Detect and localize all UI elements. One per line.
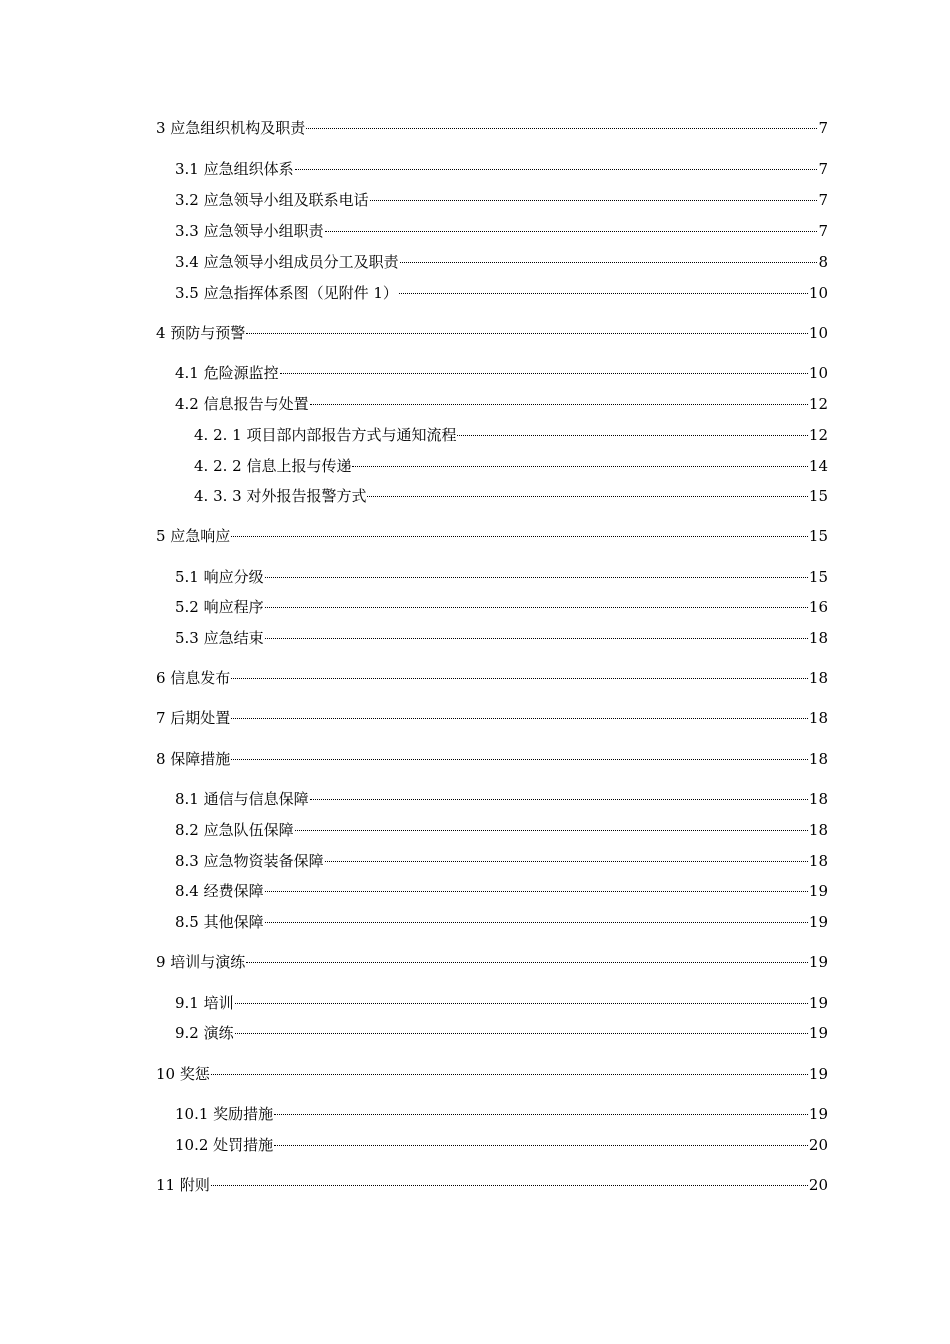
toc-entry[interactable]: [175, 1103, 828, 1125]
toc-entry-title: 8.2 应急队伍保障: [175, 821, 294, 839]
toc-entry[interactable]: [194, 455, 828, 477]
toc-dot-leader: [246, 333, 808, 334]
toc-entry[interactable]: [175, 627, 828, 649]
toc-dot-leader: [325, 231, 818, 232]
toc-entry[interactable]: [175, 880, 828, 902]
toc-entry-page-number: 10: [808, 324, 828, 342]
toc-dot-leader: [400, 262, 818, 263]
toc-entry-page-number: 18: [808, 852, 828, 870]
toc-entry-title: 9.1 培训: [175, 994, 234, 1012]
toc-entry-title: 8.3 应急物资装备保障: [175, 852, 324, 870]
toc-entry-page-number: 20: [808, 1176, 828, 1194]
toc-entry[interactable]: [194, 424, 828, 446]
toc-entry-page-number: 8: [818, 253, 828, 271]
toc-dot-leader: [211, 1185, 808, 1186]
toc-entry-page-number: 18: [808, 669, 828, 687]
toc-entry[interactable]: [156, 951, 828, 973]
toc-entry-page-number: 19: [808, 913, 828, 931]
toc-entry-page-number: 7: [818, 222, 828, 240]
toc-entry-title: 11 附则: [156, 1176, 210, 1194]
toc-entry-title: 7 后期处置: [156, 709, 231, 727]
toc-dot-leader: [265, 922, 808, 923]
toc-entry-page-number: 19: [808, 1024, 828, 1042]
toc-entry-page-number: 10: [808, 364, 828, 382]
toc-dot-leader: [231, 759, 808, 760]
toc-entry-page-number: 15: [808, 568, 828, 586]
toc-entry-title: 8.5 其他保障: [175, 913, 264, 931]
toc-dot-leader: [399, 293, 808, 294]
toc-entry-title: 3.3 应急领导小组职责: [175, 222, 324, 240]
toc-dot-leader: [274, 1114, 808, 1115]
toc-dot-leader: [310, 404, 808, 405]
toc-entry-title: 8.4 经费保障: [175, 882, 264, 900]
toc-entry-page-number: 18: [808, 790, 828, 808]
toc-dot-leader: [231, 678, 808, 679]
toc-entry[interactable]: [156, 1174, 828, 1196]
toc-entry[interactable]: [175, 158, 828, 180]
toc-entry-page-number: 15: [808, 527, 828, 545]
toc-entry-title: 5.1 响应分级: [175, 568, 264, 586]
toc-entry[interactable]: [175, 992, 828, 1014]
toc-entry-page-number: 19: [808, 1105, 828, 1123]
toc-entry-title: 5.3 应急结束: [175, 629, 264, 647]
toc-entry[interactable]: [175, 1134, 828, 1156]
toc-dot-leader: [280, 373, 808, 374]
toc-dot-leader: [306, 128, 817, 129]
toc-entry[interactable]: [156, 1063, 828, 1085]
toc-entry-page-number: 18: [808, 629, 828, 647]
toc-entry[interactable]: [175, 911, 828, 933]
toc-entry-page-number: 15: [808, 487, 828, 505]
toc-dot-leader: [235, 1003, 808, 1004]
toc-entry-title: 10.1 奖励措施: [175, 1105, 274, 1123]
toc-entry-page-number: 7: [818, 160, 828, 178]
toc-entry-title: 8 保障措施: [156, 750, 231, 768]
toc-dot-leader: [235, 1033, 808, 1034]
toc-entry[interactable]: [175, 566, 828, 588]
toc-dot-leader: [274, 1145, 808, 1146]
toc-entry[interactable]: [175, 819, 828, 841]
toc-entry-title: 4. 2. 2 信息上报与传递: [194, 457, 352, 475]
toc-entry[interactable]: [156, 707, 828, 729]
toc-entry-page-number: 18: [808, 821, 828, 839]
toc-entry-title: 4 预防与预警: [156, 324, 246, 342]
toc-entry-title: 4.2 信息报告与处置: [175, 395, 309, 413]
toc-entry-title: 3.4 应急领导小组成员分工及职责: [175, 253, 399, 271]
toc-dot-leader: [352, 466, 807, 467]
toc-dot-leader: [246, 962, 808, 963]
toc-dot-leader: [231, 718, 808, 719]
toc-dot-leader: [231, 536, 808, 537]
toc-entry[interactable]: [156, 748, 828, 770]
toc-entry[interactable]: [175, 362, 828, 384]
toc-dot-leader: [310, 799, 808, 800]
toc-entry[interactable]: [175, 850, 828, 872]
toc-entry-page-number: 18: [808, 750, 828, 768]
toc-entry[interactable]: [156, 667, 828, 689]
toc-dot-leader: [265, 638, 808, 639]
toc-entry[interactable]: [175, 282, 828, 304]
toc-entry-page-number: 19: [808, 882, 828, 900]
toc-entry-title: 10.2 处罚措施: [175, 1136, 274, 1154]
toc-entry[interactable]: [175, 393, 828, 415]
toc-dot-leader: [265, 577, 808, 578]
toc-entry-title: 8.1 通信与信息保障: [175, 790, 309, 808]
toc-entry-title: 10 奖惩: [156, 1065, 210, 1083]
toc-dot-leader: [457, 435, 807, 436]
toc-entry-title: 3.1 应急组织体系: [175, 160, 294, 178]
toc-entry[interactable]: [156, 322, 828, 344]
toc-entry-page-number: 12: [808, 395, 828, 413]
toc-entry-page-number: 10: [808, 284, 828, 302]
toc-entry-title: 3.5 应急指挥体系图（见附件 1）: [175, 284, 398, 302]
toc-entry[interactable]: [175, 220, 828, 242]
toc-entry[interactable]: [175, 596, 828, 618]
toc-dot-leader: [325, 861, 808, 862]
toc-entry-page-number: 16: [808, 598, 828, 616]
toc-entry-title: 9.2 演练: [175, 1024, 234, 1042]
toc-entry-page-number: 14: [808, 457, 828, 475]
toc-entry-page-number: 19: [808, 953, 828, 971]
toc-dot-leader: [367, 496, 807, 497]
toc-entry[interactable]: [194, 485, 828, 507]
toc-entry-title: 9 培训与演练: [156, 953, 246, 971]
toc-entry[interactable]: [175, 189, 828, 211]
toc-entry-title: 5 应急响应: [156, 527, 231, 545]
toc-entry-page-number: 7: [818, 119, 828, 137]
toc-entry-page-number: 7: [818, 191, 828, 209]
toc-entry[interactable]: [175, 788, 828, 810]
toc-dot-leader: [211, 1074, 808, 1075]
toc-dot-leader: [265, 607, 808, 608]
toc-entry-title: 4. 2. 1 项目部内部报告方式与通知流程: [194, 426, 457, 444]
toc-dot-leader: [295, 830, 808, 831]
toc-dot-leader: [295, 169, 818, 170]
toc-entry-page-number: 20: [808, 1136, 828, 1154]
toc-entry[interactable]: [156, 525, 828, 547]
toc-entry-page-number: 19: [808, 994, 828, 1012]
toc-entry-page-number: 18: [808, 709, 828, 727]
toc-dot-leader: [370, 200, 818, 201]
toc-entry-title: 5.2 响应程序: [175, 598, 264, 616]
toc-entry[interactable]: [156, 117, 828, 139]
toc-entry-title: 6 信息发布: [156, 669, 231, 687]
toc-entry[interactable]: [175, 251, 828, 273]
toc-entry-title: 3.2 应急领导小组及联系电话: [175, 191, 369, 209]
toc-entry-page-number: 19: [808, 1065, 828, 1083]
toc-entry-title: 4. 3. 3 对外报告报警方式: [194, 487, 367, 505]
toc-entry-page-number: 12: [808, 426, 828, 444]
toc-entry[interactable]: [175, 1022, 828, 1044]
toc-entry-title: 4.1 危险源监控: [175, 364, 279, 382]
toc-dot-leader: [265, 891, 808, 892]
toc-entry-title: 3 应急组织机构及职责: [156, 119, 306, 137]
